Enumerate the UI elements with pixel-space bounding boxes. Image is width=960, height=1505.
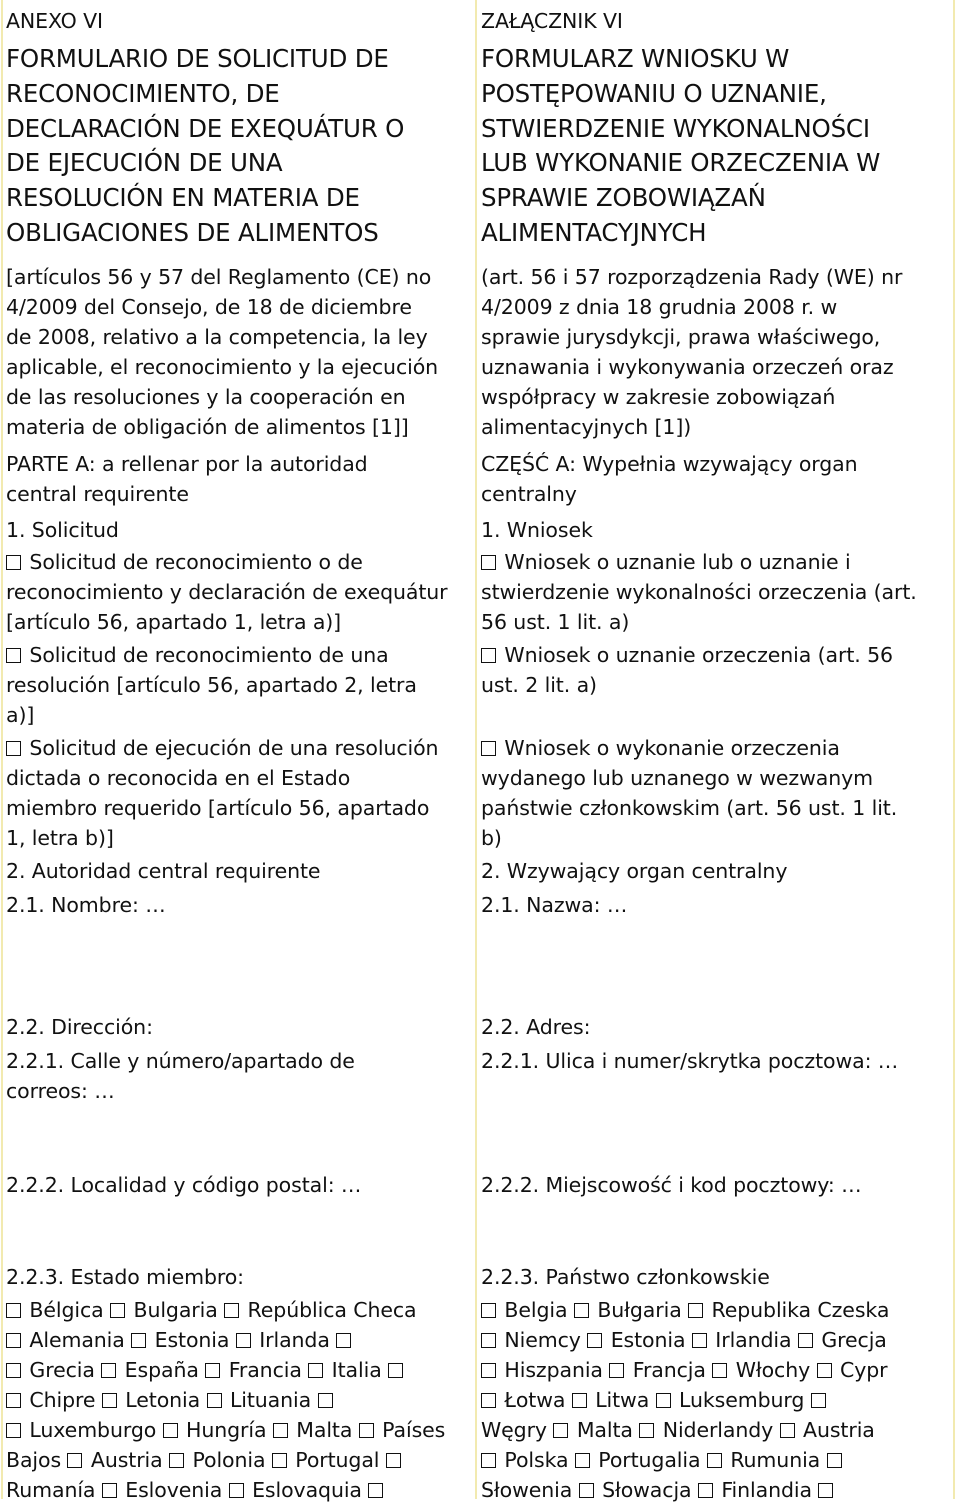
country-label: Portugalia: [598, 1448, 701, 1472]
checkbox-icon[interactable]: [827, 1453, 842, 1468]
checkbox-icon[interactable]: [6, 1363, 21, 1378]
column-divider: [475, 0, 477, 1499]
country-label: Lituania: [229, 1388, 312, 1412]
checkbox-icon[interactable]: [579, 1483, 594, 1498]
country-row: [481, 1385, 953, 1415]
option-recognition-exequatur: [6, 547, 472, 640]
section-2-heading: 2. Wzywający organ centralny: [481, 859, 788, 883]
country-label: Francia: [228, 1358, 302, 1382]
country-row: [6, 1385, 472, 1415]
checkbox-icon[interactable]: [101, 1363, 116, 1378]
country-label: Niderlandy: [662, 1418, 774, 1442]
country-row: [6, 1295, 472, 1325]
checkbox-icon[interactable]: [6, 1393, 21, 1408]
checkbox-icon[interactable]: [818, 1483, 833, 1498]
checkbox-icon[interactable]: [236, 1333, 251, 1348]
checkbox-icon[interactable]: [688, 1303, 703, 1318]
country-label: Niemcy: [504, 1328, 581, 1352]
country-row: [6, 1475, 472, 1505]
checkbox-icon[interactable]: [272, 1453, 287, 1468]
checkbox-icon[interactable]: [481, 1333, 496, 1348]
country-row: [481, 1445, 953, 1475]
field-street: 2.2.1. Ulica i numer/skrytka pocztowa: …: [481, 1049, 899, 1073]
field-locality: 2.2.2. Miejscowość i kod pocztowy: …: [481, 1173, 862, 1197]
checkbox-icon[interactable]: [131, 1333, 146, 1348]
checkbox-icon[interactable]: [336, 1333, 351, 1348]
country-label: Malta: [296, 1418, 353, 1442]
checkbox-icon[interactable]: [6, 1303, 21, 1318]
country-label: Grecja: [821, 1328, 887, 1352]
member-state-options: [6, 1295, 472, 1505]
country-label: Chipre: [29, 1388, 96, 1412]
country-label: Cypr: [840, 1358, 888, 1382]
checkbox-icon[interactable]: [817, 1363, 832, 1378]
country-label: Malta: [576, 1418, 633, 1442]
option-enforcement: [481, 733, 953, 856]
country-label: Polska: [504, 1448, 569, 1472]
spanish-column: [6, 6, 472, 1505]
country-label: Słowenia: [481, 1478, 573, 1502]
option-label: Solicitud de reconocimiento de una resolución [artículo 56, apartado 2, letra a)]: [6, 643, 417, 727]
field-address: 2.2. Adres:: [481, 1015, 591, 1039]
country-label: Rumunia: [730, 1448, 821, 1472]
checkbox-icon[interactable]: [205, 1363, 220, 1378]
country-label: Letonia: [125, 1388, 201, 1412]
checkbox-icon[interactable]: [639, 1423, 654, 1438]
checkbox-icon[interactable]: [6, 1333, 21, 1348]
checkbox-icon[interactable]: [481, 648, 496, 663]
country-label: Hungría: [186, 1418, 267, 1442]
annex-label: ANEXO VI: [6, 9, 103, 33]
checkbox-icon[interactable]: [481, 1303, 496, 1318]
country-label: Eslovenia: [125, 1478, 223, 1502]
form-title: FORMULARIO DE SOLICITUD DE RECONOCIMIENTO, DE DECLARACIÓN DE EXEQUÁTUR O DE EJECUCIÓN DE UNA RESOLUCIÓN EN MATERIA DE OBLIGACIONES DE ALIMENTOS: [6, 44, 405, 247]
country-label: Austria: [803, 1418, 875, 1442]
checkbox-icon[interactable]: [388, 1363, 403, 1378]
country-label: Łotwa: [504, 1388, 566, 1412]
checkbox-icon[interactable]: [67, 1453, 82, 1468]
country-label: Rumanía: [6, 1478, 96, 1502]
part-a-heading: PARTE A: a rellenar por la autoridad central requirente: [6, 452, 368, 506]
country-label: Włochy: [735, 1358, 811, 1382]
checkbox-icon[interactable]: [224, 1303, 239, 1318]
field-member-state: 2.2.3. Państwo członkowskie: [481, 1265, 770, 1289]
checkbox-icon[interactable]: [207, 1393, 222, 1408]
country-label: Hiszpania: [504, 1358, 603, 1382]
checkbox-icon[interactable]: [368, 1483, 383, 1498]
option-label: Wniosek o wykonanie orzeczenia wydanego lub uznanego w wezwanym państwie członkowskim (art. 56 ust. 1 lit. b): [481, 736, 898, 850]
country-label: Belgia: [504, 1298, 568, 1322]
country-label: Węgry: [481, 1418, 547, 1442]
checkbox-icon[interactable]: [574, 1303, 589, 1318]
form-title: FORMULARZ WNIOSKU W POSTĘPOWANIU O UZNANIE, STWIERDZENIE WYKONALNOŚCI LUB WYKONANIE ORZECZENIA W SPRAWIE ZOBOWIĄZAŃ ALIMENTACYJNYCH: [481, 44, 881, 247]
section-1-heading: 1. Wniosek: [481, 518, 593, 542]
checkbox-icon[interactable]: [102, 1393, 117, 1408]
field-name: 2.1. Nombre: …: [6, 893, 166, 917]
field-street: 2.2.1. Calle y número/apartado de correos: …: [6, 1049, 355, 1103]
country-row: [6, 1445, 472, 1475]
country-row: [481, 1475, 953, 1505]
option-recognition: [481, 640, 953, 733]
checkbox-icon[interactable]: [110, 1303, 125, 1318]
option-label: Wniosek o uznanie orzeczenia (art. 56 ust. 2 lit. a): [481, 643, 893, 697]
checkbox-icon[interactable]: [811, 1393, 826, 1408]
checkbox-icon[interactable]: [481, 555, 496, 570]
field-locality: 2.2.2. Localidad y código postal: …: [6, 1173, 362, 1197]
right-border: [953, 0, 955, 1499]
country-row: [481, 1295, 953, 1325]
country-label: Alemania: [29, 1328, 125, 1352]
country-label: Italia: [331, 1358, 382, 1382]
checkbox-icon[interactable]: [6, 741, 21, 756]
option-label: Wniosek o uznanie lub o uznanie i stwierdzenie wykonalności orzeczenia (art. 56 ust. 1 lit. a): [481, 550, 917, 634]
checkbox-icon[interactable]: [229, 1483, 244, 1498]
country-label: Słowacja: [602, 1478, 692, 1502]
country-label: Polonia: [192, 1448, 266, 1472]
field-address: 2.2. Dirección:: [6, 1015, 153, 1039]
checkbox-icon[interactable]: [481, 1363, 496, 1378]
checkbox-icon[interactable]: [318, 1393, 333, 1408]
country-label: Irlanda: [259, 1328, 330, 1352]
legal-reference: (art. 56 i 57 rozporządzenia Rady (WE) nr 4/2009 z dnia 18 grudnia 2008 r. w sprawie jurysdykcji, prawa właściwego, uznawania i wykonywania orzeczeń oraz współpracy w zakresie zobowiązań alimentacyjnych [1]): [481, 265, 903, 439]
checkbox-icon[interactable]: [359, 1423, 374, 1438]
checkbox-icon[interactable]: [6, 1423, 21, 1438]
left-border: [1, 0, 3, 1499]
member-state-options: [481, 1295, 953, 1505]
field-name: 2.1. Nazwa: …: [481, 893, 628, 917]
country-row: [481, 1415, 953, 1445]
country-label: Grecia: [29, 1358, 95, 1382]
checkbox-icon[interactable]: [575, 1453, 590, 1468]
checkbox-icon[interactable]: [712, 1363, 727, 1378]
legal-reference: [artículos 56 y 57 del Reglamento (CE) no 4/2009 del Consejo, de 18 de diciembre de 2008, relativo a la competencia, la ley aplicable, el reconocimiento y la ejecución de las resoluciones y la cooperación en materia de obligación de alimentos [1]]: [6, 265, 439, 439]
checkbox-icon[interactable]: [656, 1393, 671, 1408]
country-label: Estonia: [154, 1328, 230, 1352]
option-label: Solicitud de reconocimiento o de reconocimiento y declaración de exequátur [artículo 56, apartado 1, letra a)]: [6, 550, 448, 634]
country-label: Países: [382, 1418, 446, 1442]
checkbox-icon[interactable]: [386, 1453, 401, 1468]
checkbox-icon[interactable]: [692, 1333, 707, 1348]
checkbox-icon[interactable]: [169, 1453, 184, 1468]
country-label: Eslovaquia: [252, 1478, 362, 1502]
field-member-state: 2.2.3. Estado miembro:: [6, 1265, 244, 1289]
checkbox-icon[interactable]: [481, 1393, 496, 1408]
country-label: Republika Czeska: [711, 1298, 890, 1322]
country-label: Bułgaria: [597, 1298, 682, 1322]
country-label: Portugal: [295, 1448, 380, 1472]
option-recognition-exequatur: [481, 547, 953, 640]
country-label: Bélgica: [29, 1298, 104, 1322]
country-label: Finlandia: [721, 1478, 812, 1502]
section-1-heading: 1. Solicitud: [6, 518, 119, 542]
country-label: Austria: [90, 1448, 163, 1472]
checkbox-icon[interactable]: [572, 1393, 587, 1408]
part-a-heading: CZĘŚĆ A: Wypełnia wzywający organ centralny: [481, 452, 858, 506]
section-2-heading: 2. Autoridad central requirente: [6, 859, 321, 883]
country-label: Bajos: [6, 1448, 62, 1472]
checkbox-icon[interactable]: [780, 1423, 795, 1438]
country-row: [6, 1415, 472, 1445]
option-label: Solicitud de ejecución de una resolución dictada o reconocida en el Estado miembro requerido [artículo 56, apartado 1, letra b)]: [6, 736, 439, 850]
checkbox-icon[interactable]: [308, 1363, 323, 1378]
country-row: [6, 1355, 472, 1385]
country-row: [481, 1325, 953, 1355]
country-label: Bulgaria: [133, 1298, 218, 1322]
country-label: Irlandia: [715, 1328, 792, 1352]
annex-label: ZAŁĄCZNIK VI: [481, 9, 623, 33]
option-enforcement: [6, 733, 472, 856]
checkbox-icon[interactable]: [587, 1333, 602, 1348]
country-label: Litwa: [595, 1388, 650, 1412]
checkbox-icon[interactable]: [698, 1483, 713, 1498]
country-row: [6, 1325, 472, 1355]
option-recognition: [6, 640, 472, 733]
checkbox-icon[interactable]: [6, 648, 21, 663]
checkbox-icon[interactable]: [553, 1423, 568, 1438]
checkbox-icon[interactable]: [481, 1453, 496, 1468]
polish-column: [481, 6, 953, 1505]
country-row: [481, 1355, 953, 1385]
country-label: Francja: [632, 1358, 706, 1382]
country-label: Estonia: [610, 1328, 686, 1352]
checkbox-icon[interactable]: [273, 1423, 288, 1438]
country-label: España: [124, 1358, 199, 1382]
checkbox-icon[interactable]: [798, 1333, 813, 1348]
checkbox-icon[interactable]: [707, 1453, 722, 1468]
checkbox-icon[interactable]: [609, 1363, 624, 1378]
checkbox-icon[interactable]: [6, 555, 21, 570]
checkbox-icon[interactable]: [481, 741, 496, 756]
country-label: Luxemburgo: [29, 1418, 157, 1442]
country-label: Luksemburg: [679, 1388, 805, 1412]
checkbox-icon[interactable]: [163, 1423, 178, 1438]
country-label: República Checa: [247, 1298, 417, 1322]
checkbox-icon[interactable]: [102, 1483, 117, 1498]
